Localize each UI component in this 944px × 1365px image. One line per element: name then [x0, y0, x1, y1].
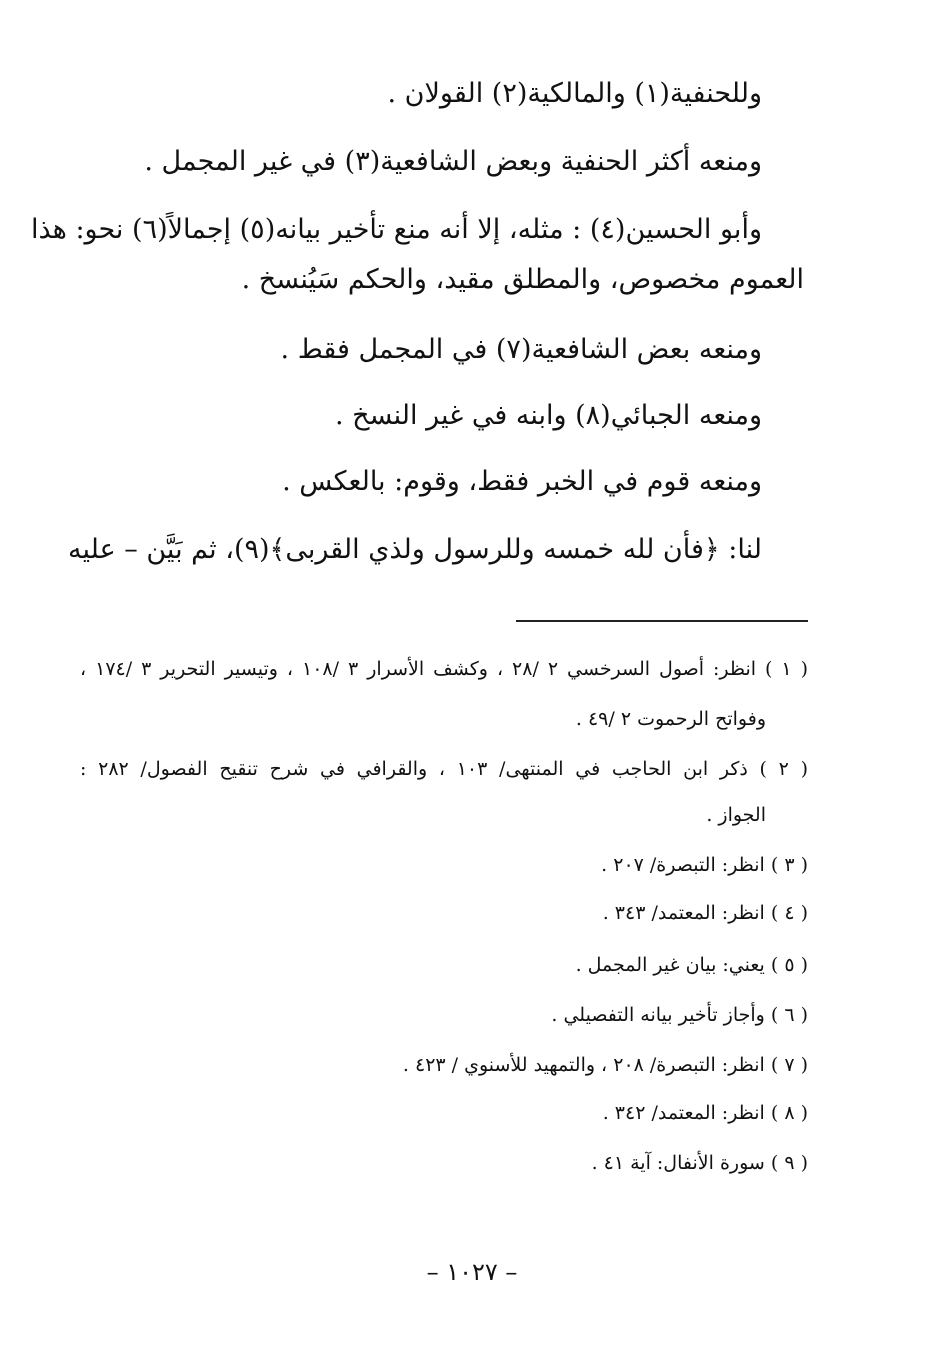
footnote-6: ( ٦ ) وأجاز تأخير بيانه التفصيلي .	[551, 1004, 808, 1026]
body-line-3: وأبو الحسين(٤) : مثله، إلا أنه منع تأخير بيانه(٥) إجمالاً(٦) نحو: هذا	[30, 214, 762, 245]
footnote-5: ( ٥ ) يعني: بيان غير المجمل .	[575, 954, 808, 976]
footnote-7: ( ٧ ) انظر: التبصرة/ ٢٠٨ ، والتمهيد للأسنوي / ٤٢٣ .	[402, 1054, 808, 1076]
footnote-1: ( ١ ) انظر: أصول السرخسي ٢ /٢٨ ، وكشف الأسرار ٣ /١٠٨ ، وتيسير التحرير ٣ /١٧٤ ،	[80, 658, 809, 680]
body-line-8: لنا: ﴿فأن لله خمسه وللرسول ولذي القربى﴾(٩)، ثم بَيَّن – عليه	[68, 534, 762, 565]
page-number: – ١٠٢٧ –	[426, 1258, 518, 1286]
footnote-2: ( ٢ ) ذكر ابن الحاجب في المنتهى/ ١٠٣ ، والقرافي في شرح تنقيح الفصول/ ٢٨٢ :	[80, 758, 808, 780]
footnote-9: ( ٩ ) سورة الأنفال: آية ٤١ .	[591, 1152, 808, 1174]
body-line-6: ومنعه الجبائي(٨) وابنه في غير النسخ .	[334, 400, 762, 431]
footnote-3: ( ٣ ) انظر: التبصرة/ ٢٠٧ .	[601, 854, 808, 876]
footnote-2-cont: الجواز .	[706, 804, 766, 826]
footnote-8: ( ٨ ) انظر: المعتمد/ ٣٤٢ .	[602, 1102, 808, 1124]
body-line-2: ومنعه أكثر الحنفية وبعض الشافعية(٣) في غير المجمل .	[144, 146, 762, 177]
body-line-7: ومنعه قوم في الخبر فقط، وقوم: بالعكس .	[282, 466, 762, 497]
footnote-1-cont: وفواتح الرحموت ٢ /٤٩ .	[575, 708, 766, 730]
body-line-1: وللحنفية(١) والمالكية(٢) القولان .	[387, 78, 762, 109]
footnote-divider	[516, 620, 808, 622]
body-line-5: ومنعه بعض الشافعية(٧) في المجمل فقط .	[280, 334, 762, 365]
footnote-4: ( ٤ ) انظر: المعتمد/ ٣٤٣ .	[602, 902, 808, 924]
body-line-4: العموم مخصوص، والمطلق مقيد، والحكم سَيُنسخ .	[241, 264, 804, 295]
